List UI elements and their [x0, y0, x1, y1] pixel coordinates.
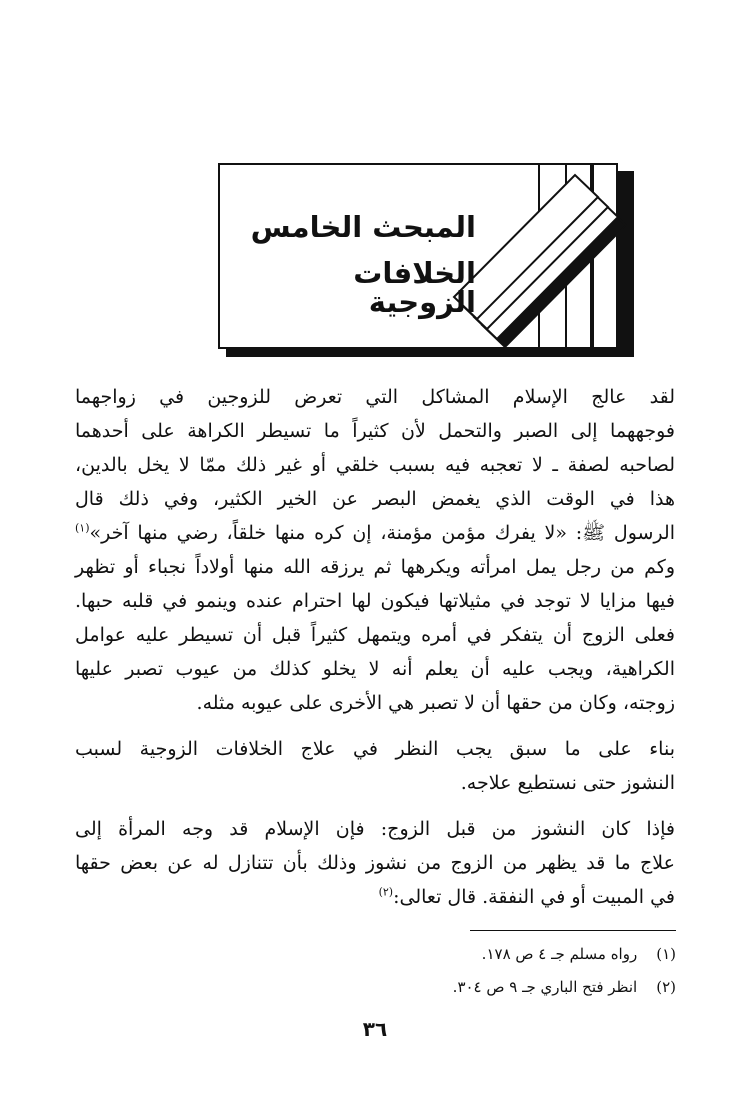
footnote-1: [300, 938, 676, 971]
text-line: لصاحبه لصفة ـ لا تعجبه فيه بسبب خلقي أو غير ذلك ممّا لا يخل بالدين،: [75, 454, 675, 476]
text-line: بناء على ما سبق يجب النظر في علاج الخلافات الزوجية لسبب: [75, 738, 675, 760]
footnote-ref-1[interactable]: (١): [75, 521, 90, 535]
diagonal-ribbons-graphic: [454, 175, 626, 347]
stacked-strips-graphic: [590, 163, 634, 357]
paragraph-2: [75, 732, 675, 800]
footnote-2: [300, 971, 676, 1004]
text-line: فعلى الزوج أن يتفكر في أمره ويتمهل كثيراً قبل أن تسيطر عليه عوامل: [75, 624, 675, 646]
chapter-subtitle: الخلافات الزوجية: [353, 256, 476, 319]
paragraph-3: [75, 812, 675, 914]
text-line: النشوز حتى نستطيع علاجه.: [460, 772, 675, 794]
text-line: زوجته، وكان من حقها أن لا تصبر هي الأخرى على عيوبه مثله.: [196, 692, 675, 714]
text-line: الكراهية، ويجب عليه أن يعلم أنه لا يخلو كذلك من عيوب تصبر عليها: [75, 658, 675, 680]
text-line: فإذا كان النشوز من قبل الزوج: فإن الإسلام قد وجه المرأة إلى: [75, 818, 675, 840]
paragraph-1: [75, 380, 675, 720]
footnote-number: (١): [656, 945, 676, 963]
text-line: علاج ما قد يظهر من الزوج من نشوز وذلك بأن تتنازل له عن بعض حقها: [75, 852, 675, 874]
text-line-with-note: [75, 516, 675, 550]
chapter-title: المبحث الخامس: [250, 210, 476, 244]
footnote-ref-2[interactable]: (٢): [378, 885, 394, 899]
footnotes: [300, 938, 676, 1004]
chapter-title-frame: [218, 163, 658, 363]
page-number: ٣٦: [362, 1017, 388, 1041]
body-text: [75, 380, 675, 926]
text-line: لقد عالج الإسلام المشاكل التي تعرض للزوجين في زواجهما: [75, 386, 675, 408]
footnote-number: (٢): [656, 978, 676, 996]
hadith-text: الرسول ﷺ: «لا يفرك مؤمن مؤمنة، إن كره منها خلقاً، رضي منها آخر»: [89, 522, 675, 544]
text-line: هذا في الوقت الذي يغمض البصر عن الخير الكثير، وفي ذلك قال: [75, 488, 675, 510]
footnote-separator: [470, 930, 676, 931]
footnote-text: انظر فتح الباري جـ ٩ ص ٣٠٤.: [452, 978, 638, 996]
text-line: وكم من رجل يمل امرأته ويكرهها ثم يرزقه الله منها أولاداً نجباء أو تظهر: [75, 556, 675, 578]
text-line: فوجههما إلى الصبر والتحمل لأن كثيراً ما تسيطر الكراهة على أحدهما: [75, 420, 675, 442]
text-segment: في المبيت أو في النفقة. قال تعالى:: [393, 886, 675, 908]
footnote-text: رواه مسلم جـ ٤ ص ١٧٨.: [481, 945, 638, 963]
text-line: فيها مزايا لا توجد في مثيلاتها فيكون لها احترام عنده وينمو في قلبه حبها.: [75, 590, 675, 612]
text-line-with-note: [75, 880, 675, 914]
